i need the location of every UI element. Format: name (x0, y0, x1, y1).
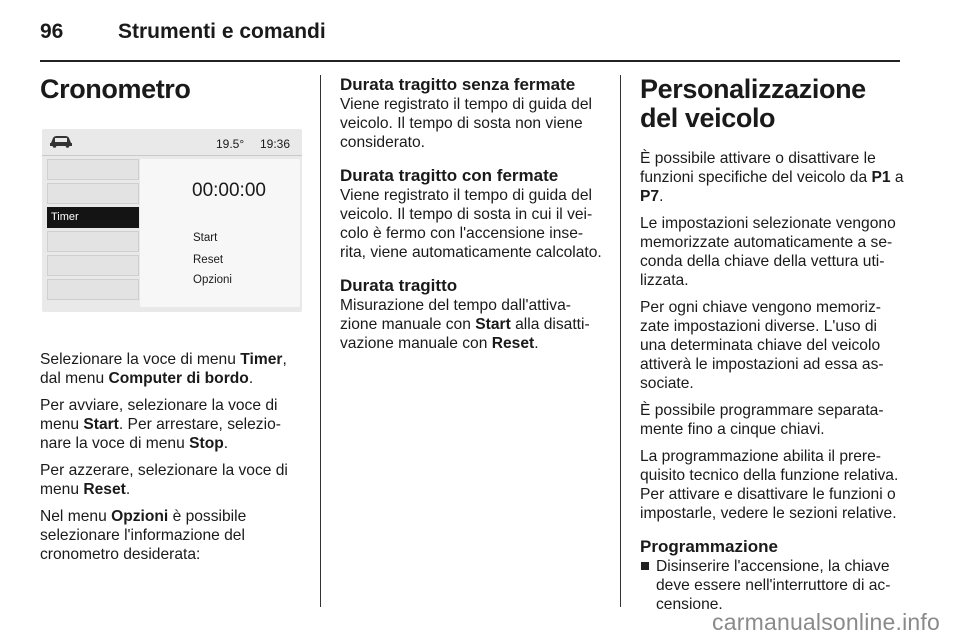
column-divider (320, 75, 321, 607)
header-rule (40, 60, 900, 62)
paragraph: Nel menu Opzioni è possibile selezionare l'informazione del cronometro desiderata: (40, 508, 247, 563)
paragraph: Per ogni chiave vengono memorizzate impostazioni diverse. L'uso di una determinata chiave del veicolo attiverà le impostazioni ad essa associate. (640, 299, 884, 392)
display-clock: 19:36 (260, 137, 291, 151)
column-personalizzazione (640, 75, 905, 614)
display-status-bar (42, 129, 302, 156)
section-title: Strumenti e comandi (118, 20, 326, 43)
page-header (40, 16, 900, 56)
menu-row (47, 159, 139, 180)
heading-con-fermate: Durata tragitto con fermate (340, 166, 559, 185)
paragraph: Le impostazioni selezionate vengono memorizzate automaticamente a seconda della chiave della vettura utilizzata. (640, 215, 896, 289)
menu-row (47, 231, 139, 252)
bullet-item: Disinserire l'accensione, la chiave deve essere nell'interruttore di accensione. (640, 557, 905, 614)
display-temperature: 19.5° (216, 137, 245, 151)
menu-row (47, 183, 139, 204)
menu-row-timer: Timer (47, 207, 139, 228)
paragraph: Misurazione del tempo dall'attivazione manuale con Start alla disattivazione manuale con Reset. (340, 297, 590, 352)
paragraph: Per avviare, selezionare la voce di menu Start. Per arrestare, selezionare la voce di menu Stop. (40, 397, 281, 452)
display-option-reset: Reset (193, 254, 224, 266)
display-option-opzioni: Opzioni (193, 274, 232, 286)
watermark: carmanualsonline.info (712, 609, 940, 635)
heading-durata-tragitto: Durata tragitto (340, 276, 458, 295)
paragraph: Viene registrato il tempo di guida del veicolo. Il tempo di sosta non viene considerato. (340, 96, 592, 151)
column-divider (620, 75, 621, 607)
paragraph: È possibile attivare o disattivare le funzioni specifiche del veicolo da P1 a P7. (640, 150, 904, 205)
display-option-start: Start (193, 232, 218, 244)
heading-senza-fermate: Durata tragitto senza fermate (340, 75, 576, 94)
heading-programmazione: Programmazione (640, 537, 778, 556)
display-timer-value: 00:00:00 (192, 180, 266, 201)
car-icon (48, 134, 74, 148)
paragraph: Per azzerare, selezionare la voce di menu Reset. (40, 462, 288, 498)
display-screen (42, 129, 302, 312)
paragraph: La programmazione abilita il prerequisito tecnico della funzione relativa. Per attivare e disattivare le funzioni o impostarle, vedere le sezioni relative. (640, 448, 899, 522)
page-number: 96 (40, 20, 64, 43)
heading-personalizzazione: Personalizzazione del veicolo (640, 74, 866, 133)
menu-row (47, 279, 139, 300)
column-cronometro (40, 75, 303, 572)
display-menu-list (47, 159, 139, 303)
paragraph: Selezionare la voce di menu Timer, dal menu Computer di bordo. (40, 351, 287, 387)
display-screenshot (40, 121, 303, 316)
display-timer-pane (140, 159, 300, 307)
paragraph: Viene registrato il tempo di guida del veicolo. Il tempo di sosta in cui il veicolo è fermo con l'accensione inserita, viene automaticamente calcolato. (340, 187, 602, 261)
paragraph: È possibile programmare separatamente fino a cinque chiavi. (640, 402, 884, 438)
menu-row (47, 255, 139, 276)
heading-cronometro: Cronometro (40, 74, 191, 104)
column-durata (340, 75, 602, 361)
